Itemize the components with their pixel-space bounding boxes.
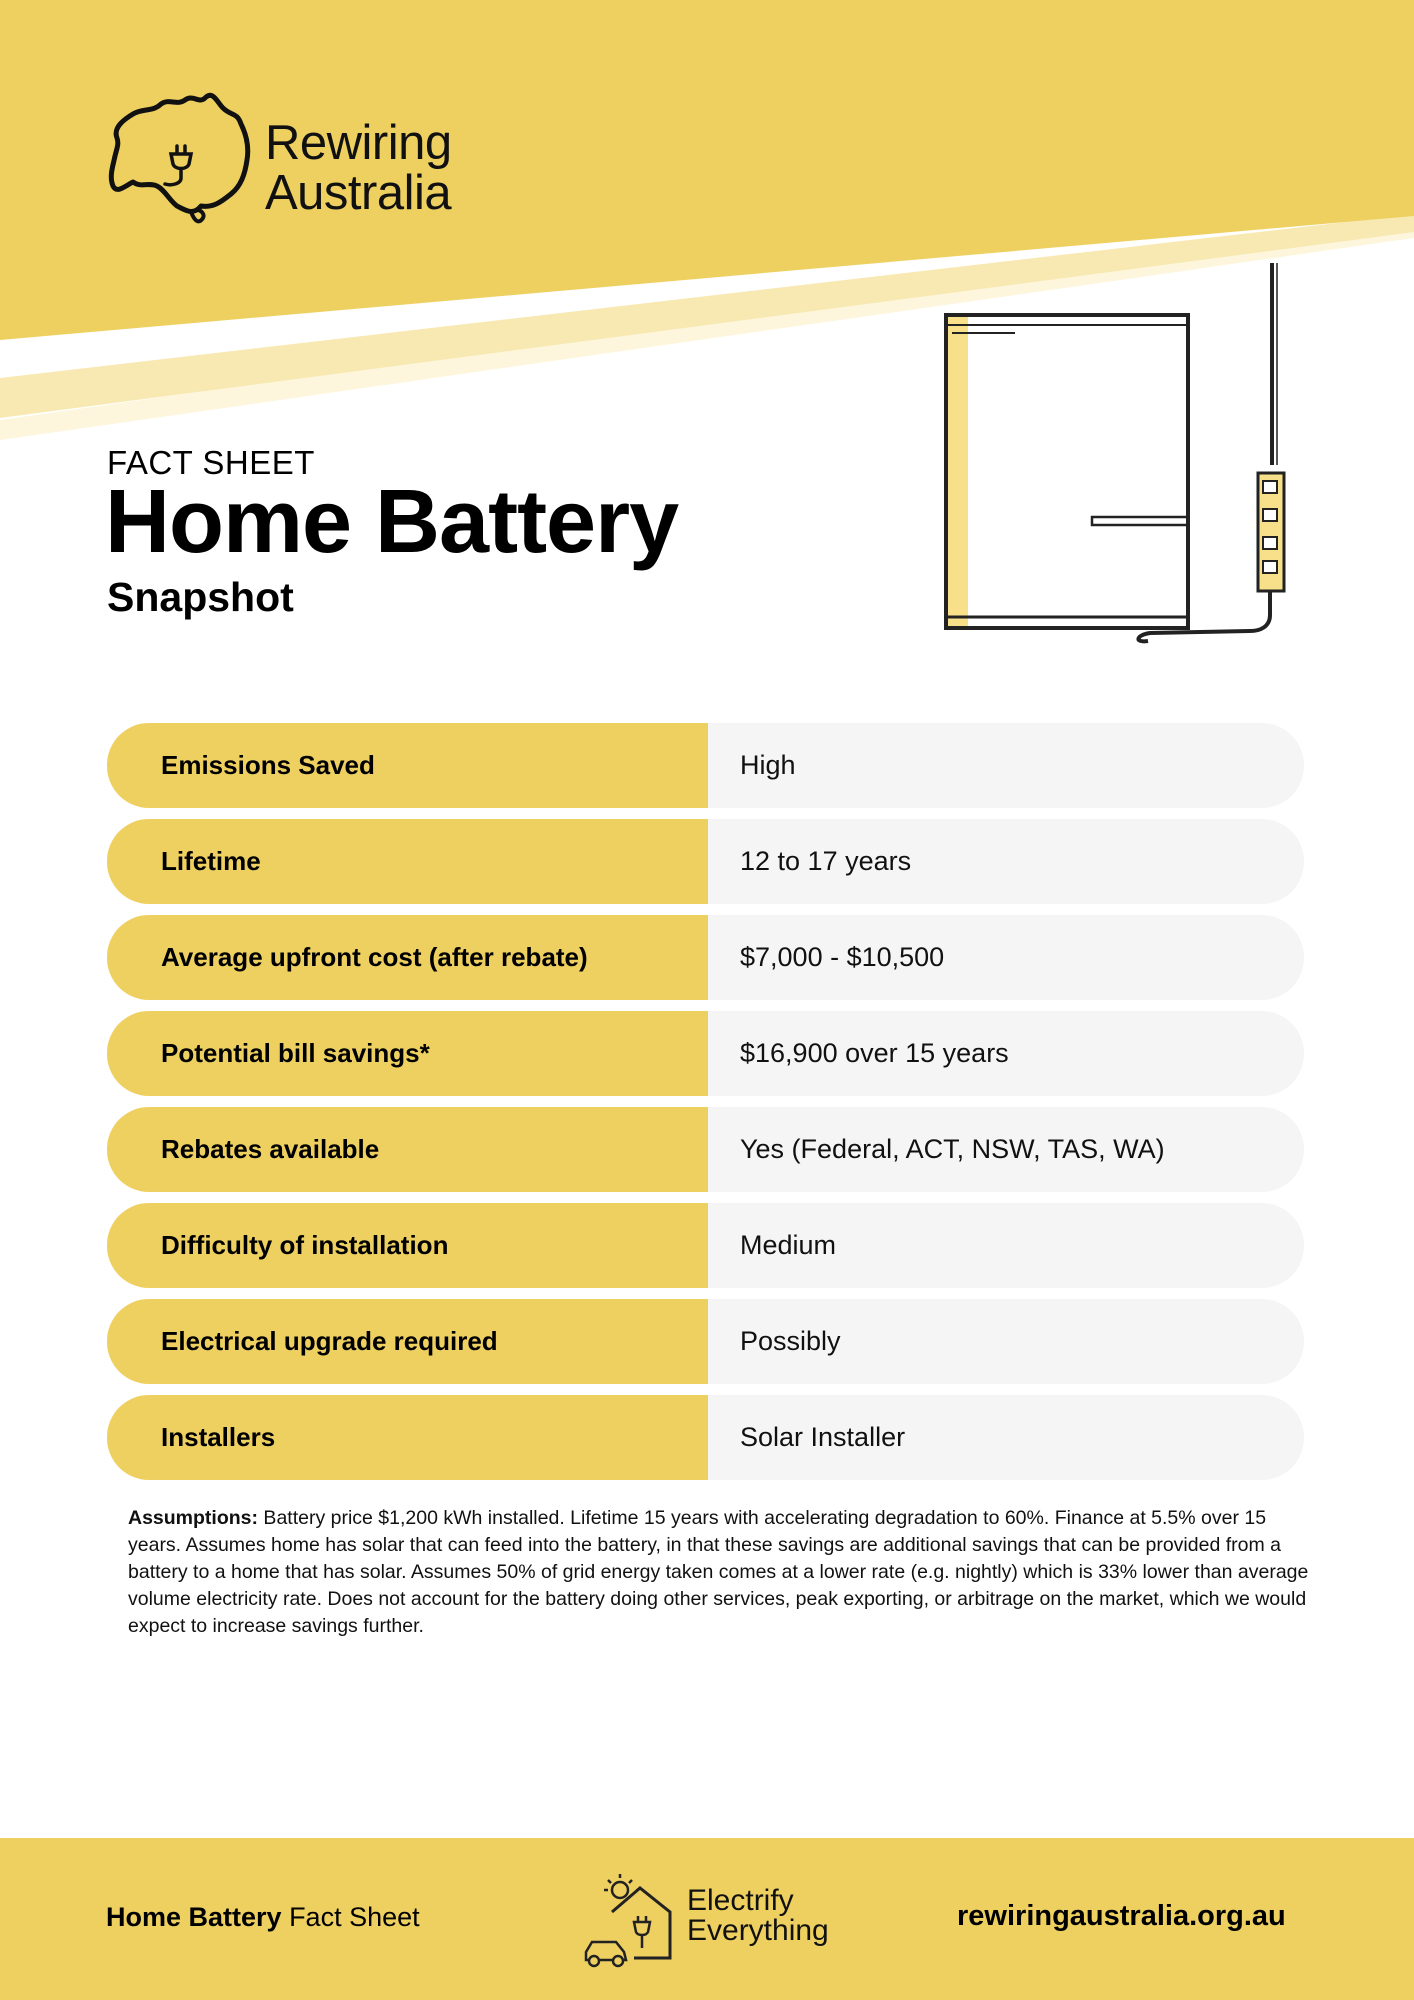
fact-value: $16,900 over 15 years <box>708 1011 1304 1096</box>
footer-doc-name-rest: Fact Sheet <box>281 1902 420 1932</box>
fact-row-rebates <box>107 1107 1304 1192</box>
footer-doc-name-bold: Home Battery <box>106 1902 282 1932</box>
footer-logo-wordmark <box>687 1886 829 1946</box>
footer <box>0 1838 1414 2000</box>
footer-logo-line-2: Everything <box>687 1914 829 1947</box>
fact-row-emissions <box>107 723 1304 808</box>
electrified-house-icon <box>582 1872 682 1968</box>
page-title: Home Battery <box>105 472 679 572</box>
fact-row-difficulty <box>107 1203 1304 1288</box>
electrify-everything-logo <box>582 1872 852 1968</box>
fact-label: Emissions Saved <box>107 723 708 808</box>
fact-label: Potential bill savings* <box>107 1011 708 1096</box>
fact-value: $7,000 - $10,500 <box>708 915 1304 1000</box>
assumptions-heading: Assumptions: <box>128 1507 259 1529</box>
page-subtitle: Snapshot <box>107 574 294 620</box>
fact-row-electrical-upgrade <box>107 1299 1304 1384</box>
fact-row-upfront-cost <box>107 915 1304 1000</box>
fact-value: Yes (Federal, ACT, NSW, TAS, WA) <box>708 1107 1304 1192</box>
logo-line-1: Rewiring <box>265 116 452 170</box>
footer-document-name <box>106 1902 420 1933</box>
fact-value: 12 to 17 years <box>708 819 1304 904</box>
fact-row-lifetime <box>107 819 1304 904</box>
fact-value: Possibly <box>708 1299 1304 1384</box>
fact-table <box>107 723 1304 1491</box>
website-link[interactable]: rewiringaustralia.org.au <box>957 1900 1286 1932</box>
fact-label: Electrical upgrade required <box>107 1299 708 1384</box>
fact-label: Rebates available <box>107 1107 708 1192</box>
fact-label: Average upfront cost (after rebate) <box>107 915 708 1000</box>
fact-value: Solar Installer <box>708 1395 1304 1480</box>
fact-label: Installers <box>107 1395 708 1480</box>
fact-label: Lifetime <box>107 819 708 904</box>
logo-wordmark <box>265 118 452 218</box>
fact-value: High <box>708 723 1304 808</box>
footer-logo-line-1: Electrify <box>687 1884 794 1917</box>
fact-label: Difficulty of installation <box>107 1203 708 1288</box>
assumptions-text: Battery price $1,200 kWh installed. Lifetime 15 years with accelerating degradation to 60%. Finance at 5.5% over 15 years. Assumes home has solar that can feed into the battery, in that these savings are additional savings that can be provided from a battery to a home that has solar. Assumes 50% of grid energy taken comes at a lower rate (e.g. nightly) which is 33% lower than average volume electricity rate. Does not account for the battery doing other services, peak exporting, or arbitrage on the market, which we would expect to increase savings further. <box>128 1507 1309 1637</box>
home-battery-illustration <box>930 255 1300 655</box>
document-type-label: FACT SHEET <box>107 444 315 481</box>
fact-value: Medium <box>708 1203 1304 1288</box>
fact-row-bill-savings <box>107 1011 1304 1096</box>
logo-line-2: Australia <box>265 166 452 220</box>
fact-row-installers <box>107 1395 1304 1480</box>
assumptions-note <box>128 1505 1314 1640</box>
